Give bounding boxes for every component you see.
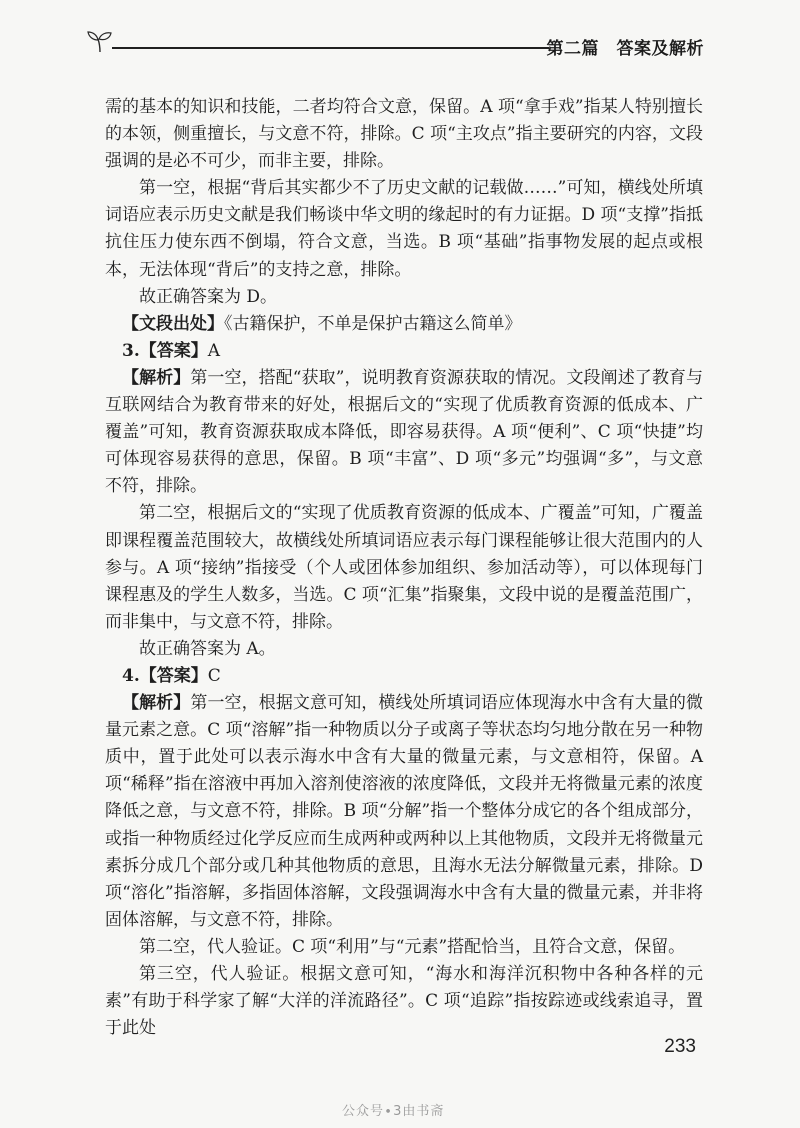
- section-label: 4.【答案】: [122, 665, 208, 686]
- paragraph: [105, 934, 703, 961]
- paragraph: [105, 636, 703, 663]
- paragraph: [105, 311, 703, 338]
- paragraph: [105, 94, 703, 175]
- paragraph-text: 第二空，代人验证。C 项“利用”与“元素”搭配恰当，且符合文意，保留。: [139, 936, 686, 957]
- page-header: [84, 26, 704, 60]
- watermark: 公众号∙3由书斋: [342, 1104, 445, 1119]
- paragraph-text: 第一空，根据“背后其实都少不了历史文献的记载做……”可知，横线处所填词语应表示历史文献是我们畅谈中华文明的缘起时的有力证据。D 项“支撑”指抵抗住压力使东西不倒塌，符合文意，当选。B 项“基础”指事物发展的起点或根本，无法体现“背后”的支持之意，排除。: [105, 178, 703, 280]
- paragraph: [105, 690, 703, 934]
- paragraph: [105, 365, 703, 500]
- section-label: 3.【答案】: [122, 340, 208, 361]
- paragraph-text: 第二空，根据后文的“实现了优质教育资源的低成本、广覆盖”可知，广覆盖即课程覆盖范围较大，故横线处所填词语应表示每门课程能够让很大范围内的人参与。A 项“接纳”指接受（个人或团体参加组织、参加活动等），可以体现每门课程惠及的学生人数多，当选。C 项“汇集”指聚集，文段中说的是覆盖范围广，而非集中，与文意不符，排除。: [105, 503, 703, 632]
- section-label: 【解析】: [122, 367, 191, 388]
- paragraph: [105, 175, 703, 283]
- paragraph-text: A: [207, 340, 221, 361]
- paragraph-text: 第一空，搭配“获取”，说明教育资源获取的情况。文段阐述了教育与互联网结合为教育带来的好处，根据后文的“实现了优质教育资源的低成本、广覆盖”可知，教育资源获取成本降低，即容易获得。A 项“便利”、C 项“快捷”均可体现容易获得的意思，保留。B 项“丰富”、D 项“多元”均强调“多”，与文意不符，排除。: [105, 367, 703, 497]
- header-title: 第二篇 答案及解析: [546, 39, 704, 59]
- paragraph-text: C: [207, 665, 221, 686]
- paragraph-text: 故正确答案为 D。: [139, 286, 278, 307]
- paragraph: [105, 500, 703, 635]
- paragraph-text: 第一空，根据文意可知，横线处所填词语应体现海水中含有大量的微量元素之意。C 项“溶解”指一种物质以分子或离子等状态均匀地分散在另一种物质中，置于此处可以表示海水中含有大量的微量元素，与文意相符，保留。A 项“稀释”指在溶液中再加入溶剂使溶液的浓度降低，文段并无将微量元素的浓度降低之意，与文意不符，排除。B 项“分解”指一个整体分成它的各个组成部分，或指一种物质经过化学反应而生成两种或两种以上其他物质，文段并无将微量元素拆分成几个部分或几种其他物质的意思，且海水无法分解微量元素，排除。D 项“溶化”指溶解，多指固体溶解，文段强调海水中含有大量的微量元素，并非将固体溶解，与文意不符，排除。: [105, 693, 704, 930]
- paragraph: [105, 284, 703, 311]
- sprout-leaf-icon: [86, 30, 114, 54]
- paragraph: [105, 961, 703, 1042]
- section-label: 【解析】: [122, 693, 191, 714]
- header-rule: [112, 47, 549, 49]
- paragraph-text: 故正确答案为 A。: [139, 638, 276, 659]
- paragraph: [105, 338, 703, 365]
- paragraph-text: 需的基本的知识和技能，二者均符合文意，保留。A 项“拿手戏”指某人特别擅长的本领，侧重擅长，与文意不符，排除。C 项“主攻点”指主要研究的内容，文段强调的是必不可少，而非主要，排除。: [105, 97, 703, 172]
- paragraph-text: 《古籍保护，不单是保护古籍这么简单》: [224, 313, 522, 334]
- section-label: 【文段出处】: [122, 313, 224, 334]
- answer-explanation-body: [105, 94, 703, 1042]
- paragraph: [105, 663, 703, 690]
- paragraph-text: 第三空，代人验证。根据文意可知，“海水和海洋沉积物中各种各样的元素”有助于科学家了解“大洋的洋流路径”。C 项“追踪”指按踪迹或线索追寻，置于此处: [105, 964, 703, 1039]
- page-number: 233: [664, 1036, 696, 1057]
